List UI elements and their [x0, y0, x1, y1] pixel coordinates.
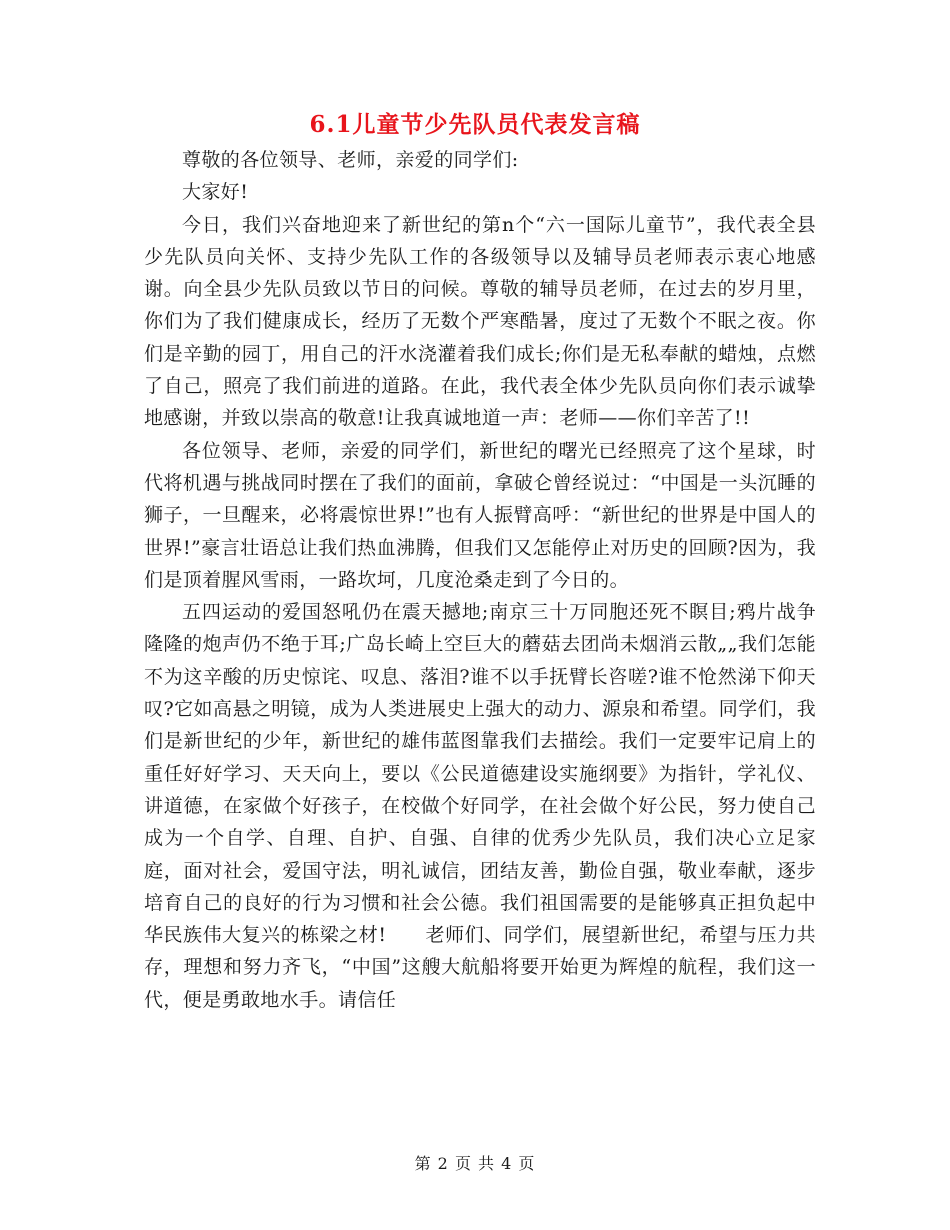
greeting-paragraph: 大家好! [182, 181, 249, 204]
document-title: 6.1儿童节少先队员代表发言稿 [309, 111, 641, 138]
page-number-footer: 第 2 页 共 4 页 [414, 1154, 536, 1173]
body-paragraph: 今日，我们兴奋地迎来了新世纪的第n个“六一国际儿童节”，我代表全县少先队员向关怀、支持少先队工作的各级领导以及辅导员老师表示衷心地感谢。向全县少先队员致以节日的问候。尊敬的辅导员老师，在过去的岁月里，你们为了我们健康成长，经历了无数个严寒酷暑，度过了无数个不眠之夜。你们是辛勤的园丁，用自己的汗水浇灌着我们成长;你们是无私奉献的蜡烛，点燃了自己，照亮了我们前进的道路。在此，我代表全体少先队员向你们表示诚挚地感谢，并致以崇高的敬意!让我真诚地道一声：老师——你们辛苦了!! [144, 213, 816, 430]
document-body [144, 144, 816, 1016]
salutation-paragraph: 尊敬的各位领导、老师，亲爱的同学们: [182, 149, 519, 171]
body-paragraph: 各位领导、老师，亲爱的同学们，新世纪的曙光已经照亮了这个星球，时代将机遇与挑战同时摆在了我们的面前，拿破仑曾经说过：“中国是一头沉睡的狮子，一旦醒来，必将震惊世界!”也有人振臂高呼：“新世纪的世界是中国人的世界!”豪言壮语总让我们热血沸腾，但我们又怎能停止对历史的回顾?因为，我们是顶着腥风雪雨，一路坎坷，几度沧桑走到了今日的。 [144, 439, 816, 591]
body-paragraph: 五四运动的爱国怒吼仍在震天撼地;南京三十万同胞还死不瞑目;鸦片战争隆隆的炮声仍不绝于耳;广岛长崎上空巨大的蘑菇去团尚未烟消云散„„我们怎能不为这辛酸的历史惊诧、叹息、落泪?谁不以手抚臂长咨嗟?谁不怆然涕下仰天叹?它如高悬之明镜，成为人类进展史上强大的动力、源泉和希望。同学们，我们是新世纪的少年，新世纪的雄伟蓝图靠我们去描绘。我们一定要牢记肩上的重任好好学习、天天向上，要以《公民道德建设实施纲要》为指针，学礼仪、讲道德，在家做个好孩子，在校做个好同学，在社会做个好公民，努力使自己成为一个自学、自理、自护、自强、自律的优秀少先队员，我们决心立足家庭，面对社会，爱国守法，明礼诚信，团结友善，勤俭自强，敬业奉献，逐步培育自己的良好的行为习惯和社会公德。我们祖国需要的是能够真正担负起中华民族伟大复兴的栋梁之材! 老师们、同学们，展望新世纪，希望与压力共存，理想和努力齐飞，“中国”这艘大航船将要开始更为辉煌的航程，我们这一代，便是勇敢地水手。请信任 [144, 601, 816, 1011]
